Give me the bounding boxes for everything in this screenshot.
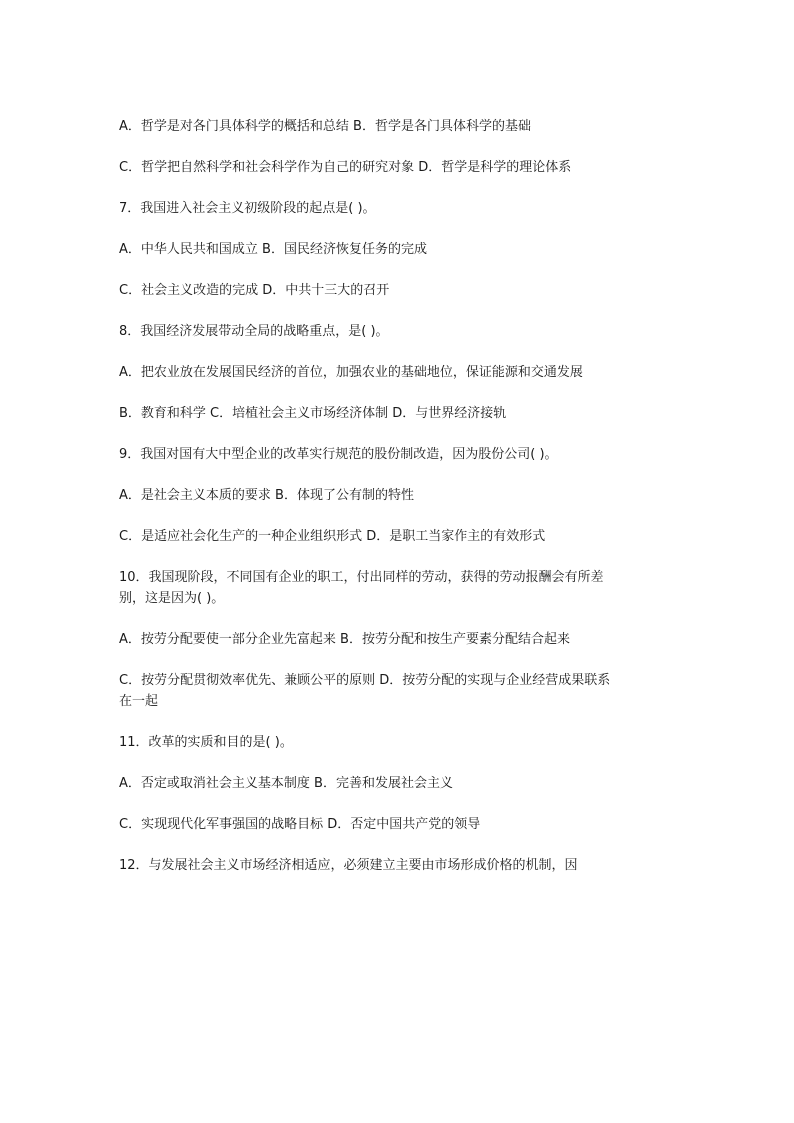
question-line: 9．我国对国有大中型企业的改革实行规范的股份制改造，因为股份公司( )。 [119, 447, 558, 462]
question-line: 12．与发展社会主义市场经济相适应，必须建立主要由市场形成价格的机制，因 [119, 858, 578, 873]
option-line: A．把农业放在发展国民经济的首位，加强农业的基础地位，保证能源和交通发展 [119, 365, 583, 380]
question-line: 10．我国现阶段，不同国有企业的职工，付出同样的劳动，获得的劳动报酬会有所差别，这是因为( )。 [119, 570, 604, 606]
option-line: A．否定或取消社会主义基本制度 B．完善和发展社会主义 [119, 776, 453, 791]
question-line: 8．我国经济发展带动全局的战略重点，是( )。 [119, 324, 389, 339]
option-line: C．按劳分配贯彻效率优先、兼顾公平的原则 D．按劳分配的实现与企业经营成果联系在一起 [119, 673, 611, 709]
question-line: 7．我国进入社会主义初级阶段的起点是( )。 [119, 201, 376, 216]
option-line: B．教育和科学 C．培植社会主义市场经济体制 D．与世界经济接轨 [119, 406, 507, 421]
option-line: A．是社会主义本质的要求 B．体现了公有制的特性 [119, 488, 414, 503]
question-line: 11．改革的实质和目的是( )。 [119, 735, 293, 750]
option-line: A．中华人民共和国成立 B．国民经济恢复任务的完成 [119, 242, 427, 257]
option-line: C．社会主义改造的完成 D．中共十三大的召开 [119, 283, 390, 298]
option-line: C．哲学把自然科学和社会科学作为自己的研究对象 D．哲学是科学的理论体系 [119, 160, 572, 175]
option-line: A．哲学是对各门具体科学的概括和总结 B．哲学是各门具体科学的基础 [119, 119, 531, 134]
document-body [119, 116, 619, 896]
option-line: C．实现现代化军事强国的战略目标 D．否定中国共产党的领导 [119, 817, 481, 832]
option-line: A．按劳分配要使一部分企业先富起来 B．按劳分配和按生产要素分配结合起来 [119, 632, 570, 647]
option-line: C．是适应社会化生产的一种企业组织形式 D．是职工当家作主的有效形式 [119, 529, 546, 544]
